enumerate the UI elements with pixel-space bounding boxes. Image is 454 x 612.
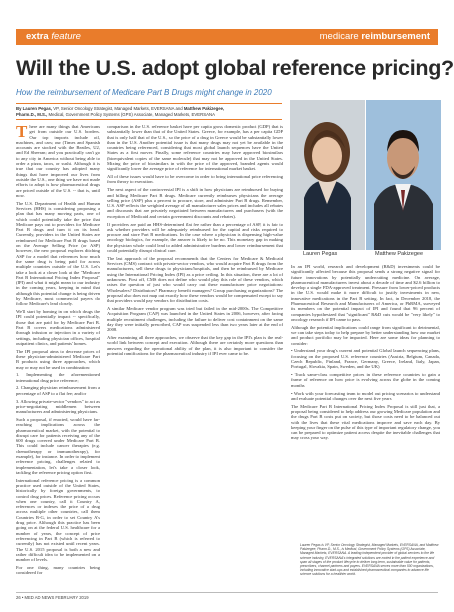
byline-rule-top <box>16 103 282 104</box>
col2-paragraph: After examining all three approaches, we observe that the key gap in the IPI's plan is the real-world link between concept and execution. Although there are certainly more questions than answers regarding the operational ability of the plan, it is also important to consider the potential ramifications for the pharmaceutical industry if IPI ever came to be. <box>107 334 283 356</box>
portrait-matthew-icon <box>366 100 441 250</box>
col3-paragraph: Although the potential implications could range from significant to detrimental, we can take steps today to help prepare by better understanding how our market and product portfolio may be impacted. Here are some ideas for planning to consider: <box>291 324 440 346</box>
col1-paragraph: For one thing, many countries being considered for <box>16 564 100 576</box>
author-caption-matthew: Matthew Pakizegee <box>375 251 423 257</box>
col2-paragraph: All of these issues would have to be overcome in order to bring international price referencing from theory to execution. <box>107 174 283 185</box>
col1-paragraph: Such a proposal, if enacted, would have far-reaching implications across the pharmaceutical market, with the potential to disrupt care for patients receiving any of the 600 drugs covered under Medicare Part B. This could include cancer therapies (e.g. chemotherapy or immunotherapy), for example), for instance. In order to implement reference pricing, challenges related to implementation, let's take a closer look, tackling the reference pricing option first. <box>16 416 100 475</box>
folio: 26 • MED AD NEWS FEBRUARY 2019 <box>16 595 89 600</box>
article-column-1 <box>16 124 100 586</box>
article-column-3 <box>291 264 440 536</box>
author-photo-matthew <box>366 100 441 250</box>
section-banner <box>16 29 438 45</box>
article-column-2 <box>107 124 283 586</box>
col1-paragraph: International reference pricing is a common practice used outside of the United States, historically by foreign governments, to control drug prices. Reference pricing occurs when one country, call it Country A, references or indexes the price of a drug across multiple other countries, call them Countries B-G, in order to set Country A's drug price. Although this practice has been going on at the federal U.S. healthcare for a number of years, the concept of price referencing in Part B (which is referred to currently) has not existed until recent years. The U.S. 2015 proposal is both a new and rather difficult idea to be implemented on a number of levels. <box>16 477 100 563</box>
col3-bullet: • Work with your forecasting team to model out pricing scenarios to understand and evaluate potential changes over the next five years <box>291 390 440 401</box>
col2-paragraph: A similar Medicare vendor program was tried but failed in the mid-2000s. The Competitive Acquisition Program (CAP) was launched in the United States in 2006, however, after facing multiple recruitment challenges, including the failure to deliver cost containment on the same day they were initially prescribed, CAP was suspended less than two years later at the end of 2008. <box>107 306 283 333</box>
banner-medicare-reimbursement: medicare reimbursement <box>319 31 430 42</box>
col1-list-item: 1. Implementing the aforementioned international drug price reference; <box>16 372 100 383</box>
col3-bullet: • Track same-class competitive prices in these reference countries to gain a frame of reference on how price is evolving across the globe in the coming months <box>291 372 440 388</box>
col1-paragraph: We'll start by homing in on which drugs the IPI could potentially impact -- specifically, those that are paid for by Medicare Part B. Part B covers medications administered through infusion or injection in a variety of settings, including physician offices, hospital outpatient clinics, and patients' homes. <box>16 309 100 346</box>
col1-paragraph: There are many things that Americans get from outside our U.S. borders. Our top imports include oil, machines, and cars; our (Times and Spanish accounts are stocked with the Beatles, U2, and Ed Sheeran; and you practically can't go to any city in America without being able to order a pizza, tacos, or sushi. Although it is true that our country has adopted many things that have improved our lives from outside the U.S., one thing we have not made efforts to adopt is how pharmaceutical drugs are priced outside of the U.S. -- that is, until now. <box>16 124 100 198</box>
author-caption-lauren: Lauren Pegas <box>303 251 338 257</box>
byline-rule-bottom <box>16 119 282 120</box>
col1-list-item: 2. Changing physician reimbursement from a percentage of ASP to a flat fee; and/or <box>16 385 100 396</box>
page-footer <box>16 592 438 604</box>
col2-paragraph: The next aspect of the controversial IPI is a shift in how physicians are reimbursed for buying and billing Medicare Part B drugs. Medicare currently reimburses physicians the average selling price (ASP) plus a percent to procure, store, and administer Part B drugs. Remember, U.S. ASP reflects the weighted average of all manufacturer sales prices and includes all rebates and discounts that are privately negotiated between manufacturers and purchasers (with the exception of Medicaid and certain government discounts and rebates). <box>107 187 283 219</box>
author-bio: Lauren Pegas is VP, Senior Oncology Strategist, Managed Markets, EVERSANA, and Matthew Pakizegee, Pharm.D., M.S., is Medical, Government Policy Systems (GPS) Associate, Managed Markets, EVERSANA. A leading independent provider of global services to the life science industry, EVERSANA's integrated solutions are rooted in the patient experience and span all stages of the product lifecycle to deliver long-term, sustainable value for patients, prescribers, channel partners and payers. EVERSANA serves more than 500 organizations, including innovative start-ups and established pharmaceutical companies to advance life science solutions for a healthier world. <box>300 543 439 577</box>
col3-paragraph: In an IPI world, research and development (R&D) investments could be significantly affected because this proposal sends a strong negative signal for future innovations by potentially undercutting medicine. On average, pharmaceutical manufacturers invest about a decade of time and $2.6 billion to develop a single FDA-approved treatment. Pressure from lower-priced products in the U.S. would make it more difficult to justify investments in new, innovative medications in the Part B setting. In fact, in December 2018, the Pharmaceutical Research and Manufacturers of America, or PhRMA, surveyed its members on the potential impact of IPI and found that 96 percent of companies hypothesized that "significant" R&D cuts would be "very likely" to oncology research if IPI came to pass. <box>291 264 440 322</box>
col1-paragraph: The U.S. Department of Health and Human Services (HHS) is considering proposing a plan that has many moving parts, one of which could potentially take the price that Medicare pays out to providers for Medicare Part B drugs and turn it on its head. Currently, providers in the United States are reimbursed for Medicare Part B drugs based on the Average Selling Price (or ASP) however, the new proposal explores ditching ASP for a model that references how much the same drug is being paid for across multiple countries outside of the U.S. Let's take a look at a closer look at the "Medicare Part B International Pricing Index Proposal" (IPI) and what it might mean to our industry in the coming years, keeping in mind that although this potential change is being driven by Medicare, most commercial payers do follow Medicare's lead closely. <box>16 200 100 307</box>
col3-paragraph: The Medicare Part B International Pricing Index Proposal is still just that, a proposal being considered to help address our growing Medicare population and the drugs Part B costs put on society, but those costs need to be balanced out with the lives that these vital medications improve and save each day. By keeping your finger on the pulse of this type of important regulatory change, you can be prepared to optimize patient access despite the inevitable challenges that may cross your way. <box>291 403 440 441</box>
banner-extra-feature: extra feature <box>26 31 81 42</box>
col1-list-item: 3. Allowing private-sector "vendors" to act as price-negotiating middlemen between manufacturers and administering physicians. <box>16 398 100 415</box>
byline: By Lauren Pegas, VP, Senior Oncology Strategist, Managed Markets, EVERSANA and Matthew Pakizegee, Pharm.D., M.S., Medical, Government Policy Systems (GPS) Associate, Managed Markets, EVERSANA <box>16 106 225 117</box>
drop-cap: T <box>16 124 28 141</box>
portrait-lauren-icon <box>290 100 365 250</box>
subhead: How the reimbursement of Medicare Part B Drugs might change in 2020 <box>16 88 272 97</box>
col2-paragraph: comparison in the U.S. reference basket have per capita gross domestic product (GDP) that is substantially lower than that of the United States. Greece, for example, has a per capita GDP that is only half that of the U.S., so the price of a drug in Greece would be substantially lower than in the U.S. Another potential issue is that many drugs may not yet be available in the countries being referenced, considering that most global launch sequences have the United States as a first mover. Finally, some reference countries may have approved biosimilars (bioequivalent copies of the same molecule) that may not be approved in the United States. Mixing the price of biosimilars in with the price of the approved, branded agents would significantly lower the average price of reference for international market basket. <box>107 124 283 172</box>
headline: Will the U.S. adopt global reference pricing? <box>16 56 454 80</box>
author-photo-lauren <box>290 100 365 250</box>
footer-rule <box>16 592 438 593</box>
col2-paragraph: The last approach of the proposal recommends that the Centers for Medicare & Medicaid Services (CMS) contract with private-sector vendors, who would acquire Part B drugs from the manufacturers, sell these drugs to physicians/hospitals, and then be reimbursed by Medicare using the International Pricing Index (IPI) as a price ceiling. In this situation, there are a lot of unknowns. First off, CMS does not define who would play this role of these vendors, which raises the question of just who would carry out these manufacturer price negotiations: Wholesalers? Distributors? Pharmacy benefit managers? Group purchasing organizations? The proposal also does not map out exactly how these vendors would be compensated except to say that providers would pay vendors for distribution costs. <box>107 255 283 304</box>
col2-paragraph: If providers are paid an HHS-determined flat fee rather than a percentage of ASP, it is fair to ask whether providers will be adequately reimbursed for the capital and risks required to procure and store Part B medications. In the case where a physician is dispensing high-value oncology biologics, for example, the answer is likely to be no. This monetary gap in making the physician whole could lead to added administrative burdens and lower reimbursement that could potentially disrupt clinical care. <box>107 221 283 254</box>
col3-bullet: • Understand your drug's current and potential Global launch sequencing plans, focusing on the proposed U.S. reference countries (Austria, Belgium, Canada, Czech Republic, Finland, France, Germany, Greece, Ireland, Italy, Japan, Portugal, Slovakia, Spain, Sweden, and the UK) <box>291 348 440 370</box>
col1-paragraph: The IPI proposal aims to decrease prices of these physician-administered Medicare Part B products using three approaches, which may or may not be used in combination: <box>16 348 100 370</box>
